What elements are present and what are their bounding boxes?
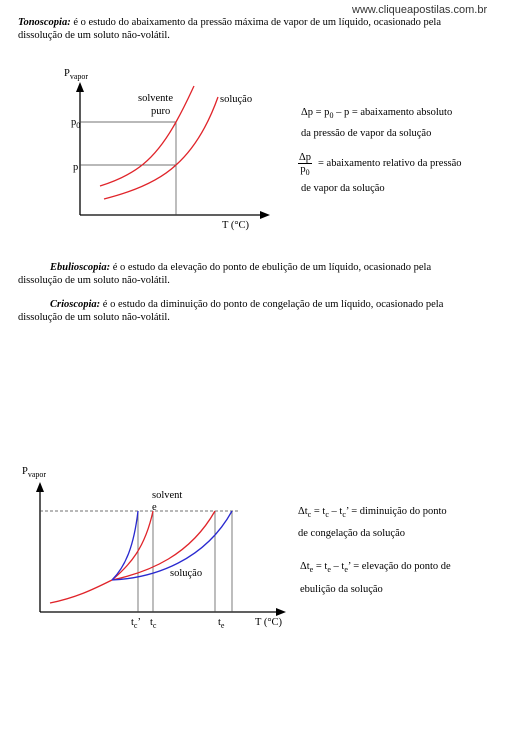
crioscopia-line2: dissolução de um soluto não-volátil. bbox=[18, 312, 170, 323]
formula-boiling-cont: ebulição da solução bbox=[300, 584, 383, 595]
formula-abs-lowering: $\Delta p = p_0 - p$ = abaixamento absoluto bbox=[301, 107, 453, 121]
ebulioscopia-term: Ebulioscopia: bbox=[50, 262, 111, 273]
formula-rel-cont: de vapor da solução bbox=[301, 183, 385, 194]
crioscopia-line1: é o estudo da diminuição do ponto de congelação de um líquido, ocasionado pela bbox=[100, 299, 444, 310]
tonoscopia-term: Tonoscopia: bbox=[18, 17, 71, 28]
graph2-solvent-label-2: e bbox=[152, 502, 157, 513]
graph2-curve-solvent-solid bbox=[112, 511, 153, 580]
formula-freezing-depression: $\Delta t_c = t_c - t_c$’ = diminuição do ponto bbox=[298, 506, 447, 520]
graph2-solution-label: solução bbox=[170, 568, 203, 579]
graph2-curve-solvent-main bbox=[50, 511, 215, 603]
formula-rel-fraction: $\frac{\Delta p}{p_0}$ bbox=[299, 152, 312, 178]
tonoscopia-paragraph bbox=[18, 16, 488, 42]
tonoscopia-line2: dissolução de um soluto não-volátil. bbox=[18, 30, 170, 41]
tonoscopia-line1: é o estudo do abaixamento da pressão máxima de vapor de um líquido, ocasionado pela bbox=[70, 17, 442, 28]
graph2-x-arrow bbox=[276, 608, 286, 616]
ebulioscopia-line1: é o estudo da elevação do ponto de ebulição de um líquido, ocasionado pela bbox=[110, 262, 432, 273]
graph2-tick-tc-prime: $t_c$’ bbox=[131, 617, 141, 631]
site-url[interactable]: www.cliqueapostilas.com.br bbox=[352, 4, 488, 16]
graph2-y-label: $P_{vapor}$ bbox=[22, 466, 47, 480]
graph1-solution-label: solução bbox=[220, 94, 253, 105]
graph1-solvent-label: solvente bbox=[138, 93, 173, 104]
formula-abs-lowering-cont: da pressão de vapor da solução bbox=[301, 128, 432, 139]
graph2-tick-te: $t_e$ bbox=[218, 617, 225, 631]
graph1-tick-p0: $p_0$ bbox=[71, 117, 81, 131]
graph2-tick-tc: $t_c$ bbox=[150, 617, 157, 631]
graph2-curve-solution-solid bbox=[112, 511, 138, 580]
graph2-y-arrow bbox=[36, 482, 44, 492]
graph2-x-label: T (°C) bbox=[255, 617, 283, 628]
ebulioscopia-line2: dissolução de um soluto não-volátil. bbox=[18, 275, 170, 286]
formula-freezing-cont: de congelação da solução bbox=[298, 528, 405, 539]
graph1-tick-p: p bbox=[73, 162, 79, 173]
graph1-x-label: T (°C) bbox=[222, 220, 250, 231]
crioscopia-term: Crioscopia: bbox=[50, 299, 101, 310]
graph2-solvent-label: solvent bbox=[152, 490, 183, 501]
crioscopia-paragraph bbox=[18, 298, 488, 324]
formula-boiling-elevation: $\Delta t_e = t_e - t_e$’ = elevação do ponto de bbox=[300, 561, 451, 575]
graph1-solvent-label-2: puro bbox=[151, 106, 171, 117]
graph1-x-arrow bbox=[260, 211, 270, 219]
graph1-y-label: $P_{vapor}$ bbox=[64, 68, 89, 82]
formula-rel-text: = abaixamento relativo da pressão bbox=[318, 158, 462, 169]
graph1-y-arrow bbox=[76, 82, 84, 92]
ebulioscopia-paragraph bbox=[18, 261, 488, 287]
